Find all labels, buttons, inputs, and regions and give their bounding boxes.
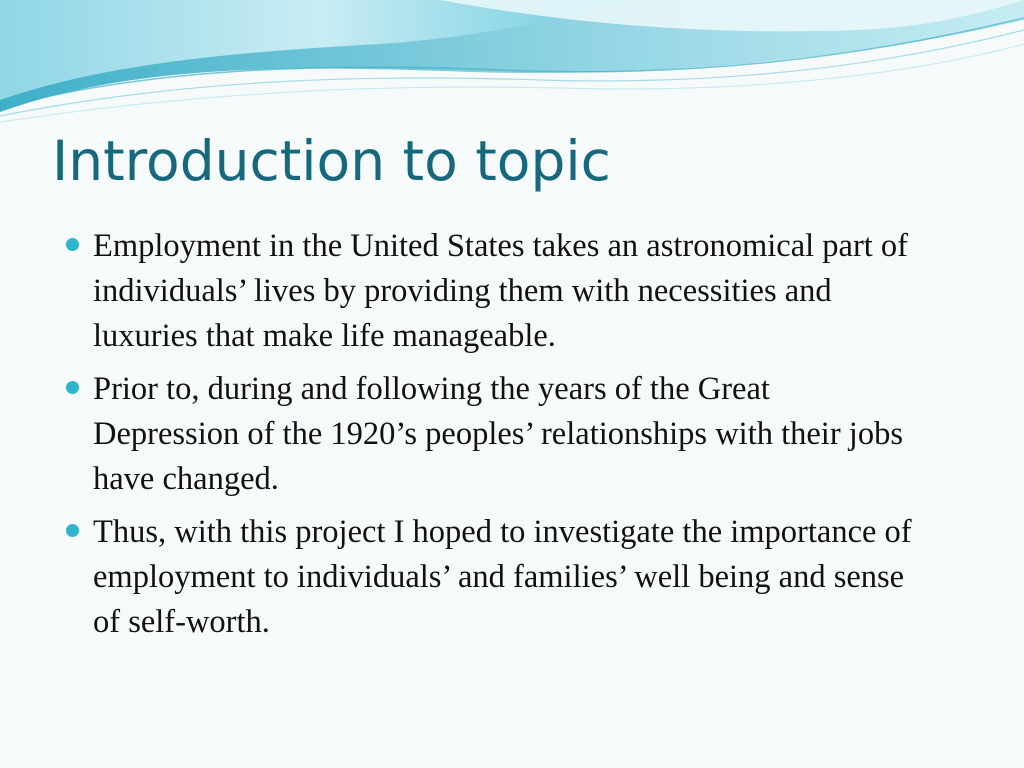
bullet-list (62, 224, 912, 653)
bullet-text: Employment in the United States takes an astronomical part of individuals’ lives by providing them with necessities and luxuries that make life manageable. (93, 228, 909, 354)
bullet-item (62, 224, 912, 359)
bullet-text: Thus, with this project I hoped to investigate the importance of employment to individuals’ and families’ well being and sense of self-worth. (93, 514, 912, 640)
bullet-dot-icon (66, 381, 79, 394)
slide-title: Introduction to topic (52, 129, 611, 193)
bullet-dot-icon (66, 238, 79, 251)
header-wave-decoration (0, 0, 1024, 130)
bullet-item (62, 367, 912, 502)
bullet-item (62, 510, 912, 645)
bullet-text: Prior to, during and following the years of the Great Depression of the 1920’s peoples’ relationships with their jobs have changed. (93, 371, 903, 497)
bullet-dot-icon (66, 524, 79, 537)
